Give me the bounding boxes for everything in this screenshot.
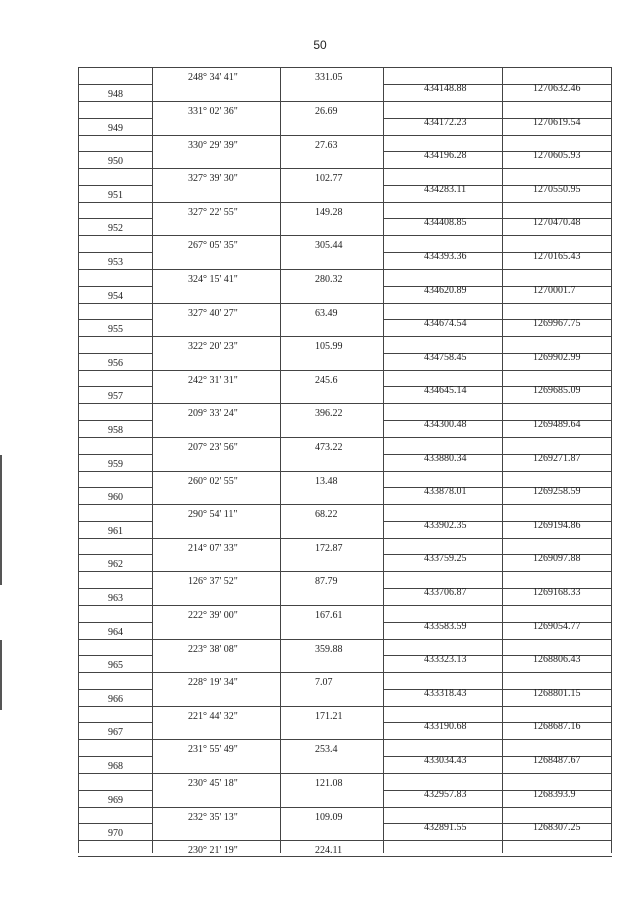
point-number: 961 xyxy=(108,525,123,537)
column-divider xyxy=(152,67,153,853)
leg-distance: 27.63 xyxy=(315,139,338,151)
leg-row-line xyxy=(78,202,612,203)
northing-value: 432957.83 xyxy=(424,788,467,800)
point-row-line xyxy=(383,790,612,791)
point-number: 950 xyxy=(108,156,123,168)
northing-value: 434283.11 xyxy=(424,183,467,195)
point-row-line xyxy=(78,823,152,824)
leg-distance: 87.79 xyxy=(315,576,338,588)
easting-value: 1269194.86 xyxy=(533,519,581,531)
leg-distance: 473.22 xyxy=(315,442,343,453)
easting-value: 1269168.33 xyxy=(533,587,581,598)
point-number: 968 xyxy=(108,761,123,772)
leg-distance: 63.49 xyxy=(315,307,338,319)
easting-value: 1270470.48 xyxy=(533,217,581,229)
easting-value: 1268307.25 xyxy=(533,822,581,834)
northing-value: 433706.87 xyxy=(424,587,467,598)
point-number: 964 xyxy=(108,626,123,638)
scan-edge-mark xyxy=(0,455,2,585)
point-number: 949 xyxy=(108,122,123,134)
northing-value: 434674.54 xyxy=(424,318,467,330)
point-number: 970 xyxy=(108,828,123,840)
easting-value: 1270619.54 xyxy=(533,116,581,128)
point-number: 959 xyxy=(108,458,123,470)
point-row-line xyxy=(78,756,152,757)
leg-row-line xyxy=(78,336,612,337)
leg-distance: 305.44 xyxy=(315,240,343,252)
easting-value: 1269902.99 xyxy=(533,351,581,363)
leg-bearing: 327° 22' 55" xyxy=(188,206,238,218)
point-row-line xyxy=(78,487,152,488)
leg-row-line xyxy=(78,403,612,404)
leg-distance: 68.22 xyxy=(315,509,338,521)
point-row-line xyxy=(78,655,152,656)
point-row-line xyxy=(78,151,152,152)
easting-value: 1268393.9 xyxy=(533,788,576,800)
easting-value: 1269097.88 xyxy=(533,553,581,565)
easting-value: 1268801.15 xyxy=(533,687,581,699)
scan-edge-mark xyxy=(0,640,2,710)
northing-value: 434645.14 xyxy=(424,385,467,397)
point-row-line xyxy=(78,420,152,421)
point-row-line xyxy=(78,118,152,119)
page-number: 50 xyxy=(313,38,327,52)
leg-row-line xyxy=(78,807,612,808)
leg-bearing: 221° 44' 32" xyxy=(188,710,238,722)
leg-distance: 109.09 xyxy=(315,811,343,823)
point-number: 960 xyxy=(108,492,123,504)
leg-distance: 253.4 xyxy=(315,744,338,756)
leg-bearing: 209° 33' 24" xyxy=(188,408,238,420)
point-row-line xyxy=(78,689,152,690)
point-number: 956 xyxy=(108,357,123,369)
northing-value: 434758.45 xyxy=(424,351,467,363)
leg-distance: 359.88 xyxy=(315,643,343,655)
easting-value: 1269967.75 xyxy=(533,318,581,330)
leg-bearing: 214° 07' 33" xyxy=(188,542,238,554)
point-row-line xyxy=(78,622,152,623)
point-row-line xyxy=(78,790,152,791)
easting-value: 1270165.43 xyxy=(533,251,581,262)
leg-distance: 172.87 xyxy=(315,542,343,554)
northing-value: 432891.55 xyxy=(424,822,467,834)
point-number: 955 xyxy=(108,324,123,336)
point-number: 951 xyxy=(108,189,123,201)
leg-row-line xyxy=(78,672,612,673)
point-row-line xyxy=(78,386,152,387)
leg-bearing: 327° 40' 27" xyxy=(188,307,238,319)
coordinate-table xyxy=(78,67,612,857)
leg-row-line xyxy=(78,168,612,169)
northing-value: 434408.85 xyxy=(424,217,467,229)
point-number: 969 xyxy=(108,794,123,806)
leg-distance: 149.28 xyxy=(315,206,343,218)
leg-row-line xyxy=(78,706,612,707)
point-number: 954 xyxy=(108,290,123,302)
point-row-line xyxy=(78,84,152,85)
point-row-line xyxy=(78,722,152,723)
leg-bearing: 126° 37' 52" xyxy=(188,576,238,588)
leg-row-line xyxy=(78,538,612,539)
leg-row-line xyxy=(78,471,612,472)
leg-bearing: 222° 39' 00" xyxy=(188,610,238,621)
leg-bearing: 230° 21' 19" xyxy=(188,845,238,857)
easting-value: 1268806.43 xyxy=(533,654,581,666)
point-row-line xyxy=(78,521,152,522)
point-number: 957 xyxy=(108,391,123,403)
leg-row-line xyxy=(78,437,612,438)
leg-row-line xyxy=(78,739,612,740)
leg-bearing: 322° 20' 23" xyxy=(188,341,238,353)
easting-value: 1269054.77 xyxy=(533,620,581,632)
point-row-line xyxy=(78,252,152,253)
leg-distance: 105.99 xyxy=(315,341,343,353)
leg-bearing: 324° 15' 41" xyxy=(188,274,238,285)
northing-value: 433318.43 xyxy=(424,687,467,699)
leg-distance: 7.07 xyxy=(315,677,333,689)
leg-bearing: 228° 19' 34" xyxy=(188,677,238,689)
leg-bearing: 242° 31' 31" xyxy=(188,374,238,386)
leg-row-line xyxy=(78,605,612,606)
northing-value: 434172.23 xyxy=(424,116,467,128)
northing-value: 433880.34 xyxy=(424,452,467,464)
leg-row-line xyxy=(78,773,612,774)
leg-distance: 121.08 xyxy=(315,778,343,789)
leg-bearing: 223° 38' 08" xyxy=(188,643,238,655)
northing-value: 434148.88 xyxy=(424,83,467,94)
northing-value: 433759.25 xyxy=(424,553,467,565)
northing-value: 433878.01 xyxy=(424,486,467,498)
northing-value: 433323.13 xyxy=(424,654,467,666)
leg-row-line xyxy=(78,639,612,640)
leg-row-line xyxy=(78,101,612,102)
point-number: 965 xyxy=(108,660,123,672)
leg-bearing: 248° 34' 41" xyxy=(188,72,238,83)
leg-bearing: 232° 35' 13" xyxy=(188,811,238,823)
easting-value: 1269258.59 xyxy=(533,486,581,498)
easting-value: 1269271.87 xyxy=(533,452,581,464)
leg-row-line xyxy=(78,135,612,136)
northing-value: 434393.36 xyxy=(424,251,467,262)
point-row-line xyxy=(78,218,152,219)
leg-row-line xyxy=(78,303,612,304)
northing-value: 433034.43 xyxy=(424,755,467,766)
point-row-line xyxy=(78,319,152,320)
northing-value: 433583.59 xyxy=(424,620,467,632)
table-border-bottom xyxy=(78,856,612,857)
leg-row-line xyxy=(78,269,612,270)
leg-row-line xyxy=(78,840,612,841)
leg-distance: 171.21 xyxy=(315,710,343,722)
leg-bearing: 260° 02' 55" xyxy=(188,475,238,487)
northing-value: 433902.35 xyxy=(424,519,467,531)
point-number: 953 xyxy=(108,257,123,268)
point-number: 963 xyxy=(108,593,123,604)
leg-distance: 396.22 xyxy=(315,408,343,420)
leg-distance: 13.48 xyxy=(315,475,338,487)
easting-value: 1270605.93 xyxy=(533,150,581,162)
point-number: 967 xyxy=(108,727,123,739)
leg-distance: 280.32 xyxy=(315,274,343,285)
point-row-line xyxy=(383,286,612,287)
easting-value: 1270550.95 xyxy=(533,183,581,195)
leg-bearing: 290° 54' 11" xyxy=(188,509,238,521)
easting-value: 1270001.7 xyxy=(533,284,576,296)
point-number: 948 xyxy=(108,89,123,100)
point-row-line xyxy=(78,185,152,186)
leg-distance: 26.69 xyxy=(315,106,338,117)
leg-distance: 224.11 xyxy=(315,845,343,857)
leg-bearing: 327° 39' 30" xyxy=(188,173,238,185)
column-divider xyxy=(280,67,281,853)
leg-bearing: 207° 23' 56" xyxy=(188,442,238,453)
leg-row-line xyxy=(78,235,612,236)
leg-distance: 331.05 xyxy=(315,72,343,83)
point-row-line xyxy=(78,588,152,589)
point-number: 966 xyxy=(108,693,123,705)
leg-bearing: 330° 29' 39" xyxy=(188,139,238,151)
point-row-line xyxy=(78,353,152,354)
easting-value: 1269489.64 xyxy=(533,419,581,430)
northing-value: 434620.89 xyxy=(424,284,467,296)
leg-distance: 102.77 xyxy=(315,173,343,185)
point-number: 952 xyxy=(108,223,123,235)
leg-row-line xyxy=(78,370,612,371)
leg-row-line xyxy=(78,571,612,572)
easting-value: 1270632.46 xyxy=(533,83,581,94)
point-row-line xyxy=(78,454,152,455)
point-row-line xyxy=(78,554,152,555)
leg-distance: 245.6 xyxy=(315,374,338,386)
leg-row-line xyxy=(78,504,612,505)
leg-bearing: 231° 55' 49" xyxy=(188,744,238,756)
northing-value: 433190.68 xyxy=(424,721,467,733)
leg-distance: 167.61 xyxy=(315,610,343,621)
northing-value: 434300.48 xyxy=(424,419,467,430)
northing-value: 434196.28 xyxy=(424,150,467,162)
leg-bearing: 331° 02' 36" xyxy=(188,106,238,117)
easting-value: 1268687.16 xyxy=(533,721,581,733)
leg-bearing: 267° 05' 35" xyxy=(188,240,238,252)
easting-value: 1268487.67 xyxy=(533,755,581,766)
leg-bearing: 230° 45' 18" xyxy=(188,778,238,789)
point-row-line xyxy=(78,286,152,287)
table-border-top xyxy=(78,67,612,68)
easting-value: 1269685.09 xyxy=(533,385,581,397)
point-number: 962 xyxy=(108,559,123,571)
point-number: 958 xyxy=(108,425,123,436)
